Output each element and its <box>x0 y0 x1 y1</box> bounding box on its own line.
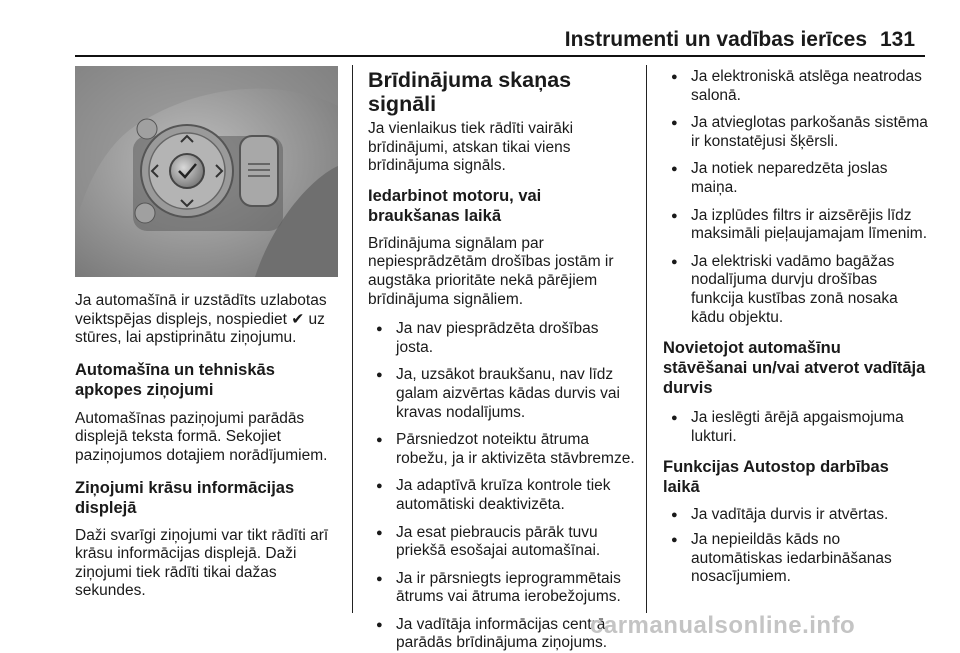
left-column <box>75 292 345 601</box>
heading-color-display: Ziņojumi krāsu informācijas displejā <box>75 478 295 517</box>
list-item: ● Ja ieslēgti ārējā apgaismojuma lukturi. <box>663 409 928 446</box>
list-item: ● Ja ir pārsniegts ieprogrammētais ātrums vai ātruma ierobežojums. <box>368 570 636 607</box>
page-section-title: Instrumenti un vadības ierīces <box>564 28 867 51</box>
header-rule <box>75 55 925 57</box>
column-divider-2 <box>646 65 647 613</box>
list-item: ● Ja adaptīvā kruīza kontrole tiek automātiski deaktivizēta. <box>368 477 636 514</box>
list-item: ● Ja elektriski vadāmo bagāžas nodalījuma durvju drošības funkcija kustības zonā nosaka kādu objektu. <box>663 253 928 327</box>
section-title-warning-chimes: Brīdinājuma skaņas signāli <box>368 68 572 116</box>
right-column <box>663 68 928 587</box>
heading-autostop: Funkcijas Autostop darbības laikā <box>663 458 889 497</box>
list-item: ● Ja nav piesprādzēta drošības josta. <box>368 320 636 357</box>
photo-caption: Ja automašīnā ir uzstādīts uzlabotas veiktspējas displejs, nospiediet ✔ uz stūres, lai apstiprinātu ziņojumu. <box>75 292 327 347</box>
paragraph-color-display: Daži svarīgi ziņojumi var tikt rādīti arī krāsu informācijas displejā. Daži ziņojumi tiek rādīti tikai dažas sekundes. <box>75 526 329 600</box>
middle-column <box>368 68 636 653</box>
list-autostop-conditions <box>663 506 928 586</box>
list-warning-conditions-continued <box>663 68 928 327</box>
list-item: ● Pārsniedzot noteiktu ātruma robežu, ja ir aktivizēta stāvbremze. <box>368 431 636 468</box>
watermark: carmanualsonline.info <box>590 612 856 639</box>
list-item: ● Ja izplūdes filtrs ir aizsērējis līdz maksimāli pieļaujamajam līmenim. <box>663 207 928 244</box>
paragraph-seatbelt-priority: Brīdinājuma signālam par nepiesprādzētām drošības jostām ir augstāka prioritāte nekā pārējiem brīdinājuma signāliem. <box>368 234 614 308</box>
list-item: ● Ja esat piebraucis pārāk tuvu priekšā esošajai automašīnai. <box>368 524 636 561</box>
list-parking-conditions <box>663 409 928 446</box>
column-divider-1 <box>352 65 353 613</box>
page-number: 131 <box>880 28 916 51</box>
heading-parking: Novietojot automašīnu stāvēšanai un/vai atverot vadītāja durvis <box>663 339 926 398</box>
heading-service-messages: Automašīna un tehniskās apkopes ziņojumi <box>75 360 275 399</box>
list-item: ● Ja vadītāja durvis ir atvērtas. <box>663 506 928 525</box>
heading-driving: Iedarbinot motoru, vai braukšanas laikā <box>368 186 542 225</box>
list-item: ● Ja notiek neparedzēta joslas maiņa. <box>663 160 928 197</box>
list-item: ● Ja vadītāja informācijas centrā parādās brīdinājuma ziņojums. <box>368 616 636 653</box>
paragraph-warning-intro: Ja vienlaikus tiek rādīti vairāki brīdinājumi, atskan tikai viens brīdinājuma signāls. <box>368 120 574 175</box>
list-item: ● Ja, uzsākot braukšanu, nav līdz galam aizvērtas kādas durvis vai kravas nodalījums. <box>368 366 636 422</box>
list-item: ● Ja nepieildās kāds no automātiskas iedarbināšanas nosacījumiem. <box>663 531 928 587</box>
list-warning-conditions <box>368 320 636 653</box>
list-item: ● Ja elektroniskā atslēga neatrodas salonā. <box>663 68 928 105</box>
steering-wheel-illustration <box>75 66 338 277</box>
steering-wheel-controls-photo <box>75 66 338 277</box>
paragraph-service-messages: Automašīnas paziņojumi parādās displejā teksta formā. Sekojiet paziņojumos dotajiem norādījumiem. <box>75 409 328 464</box>
list-item: ● Ja atvieglotas parkošanās sistēma ir konstatējusi šķērsli. <box>663 114 928 151</box>
